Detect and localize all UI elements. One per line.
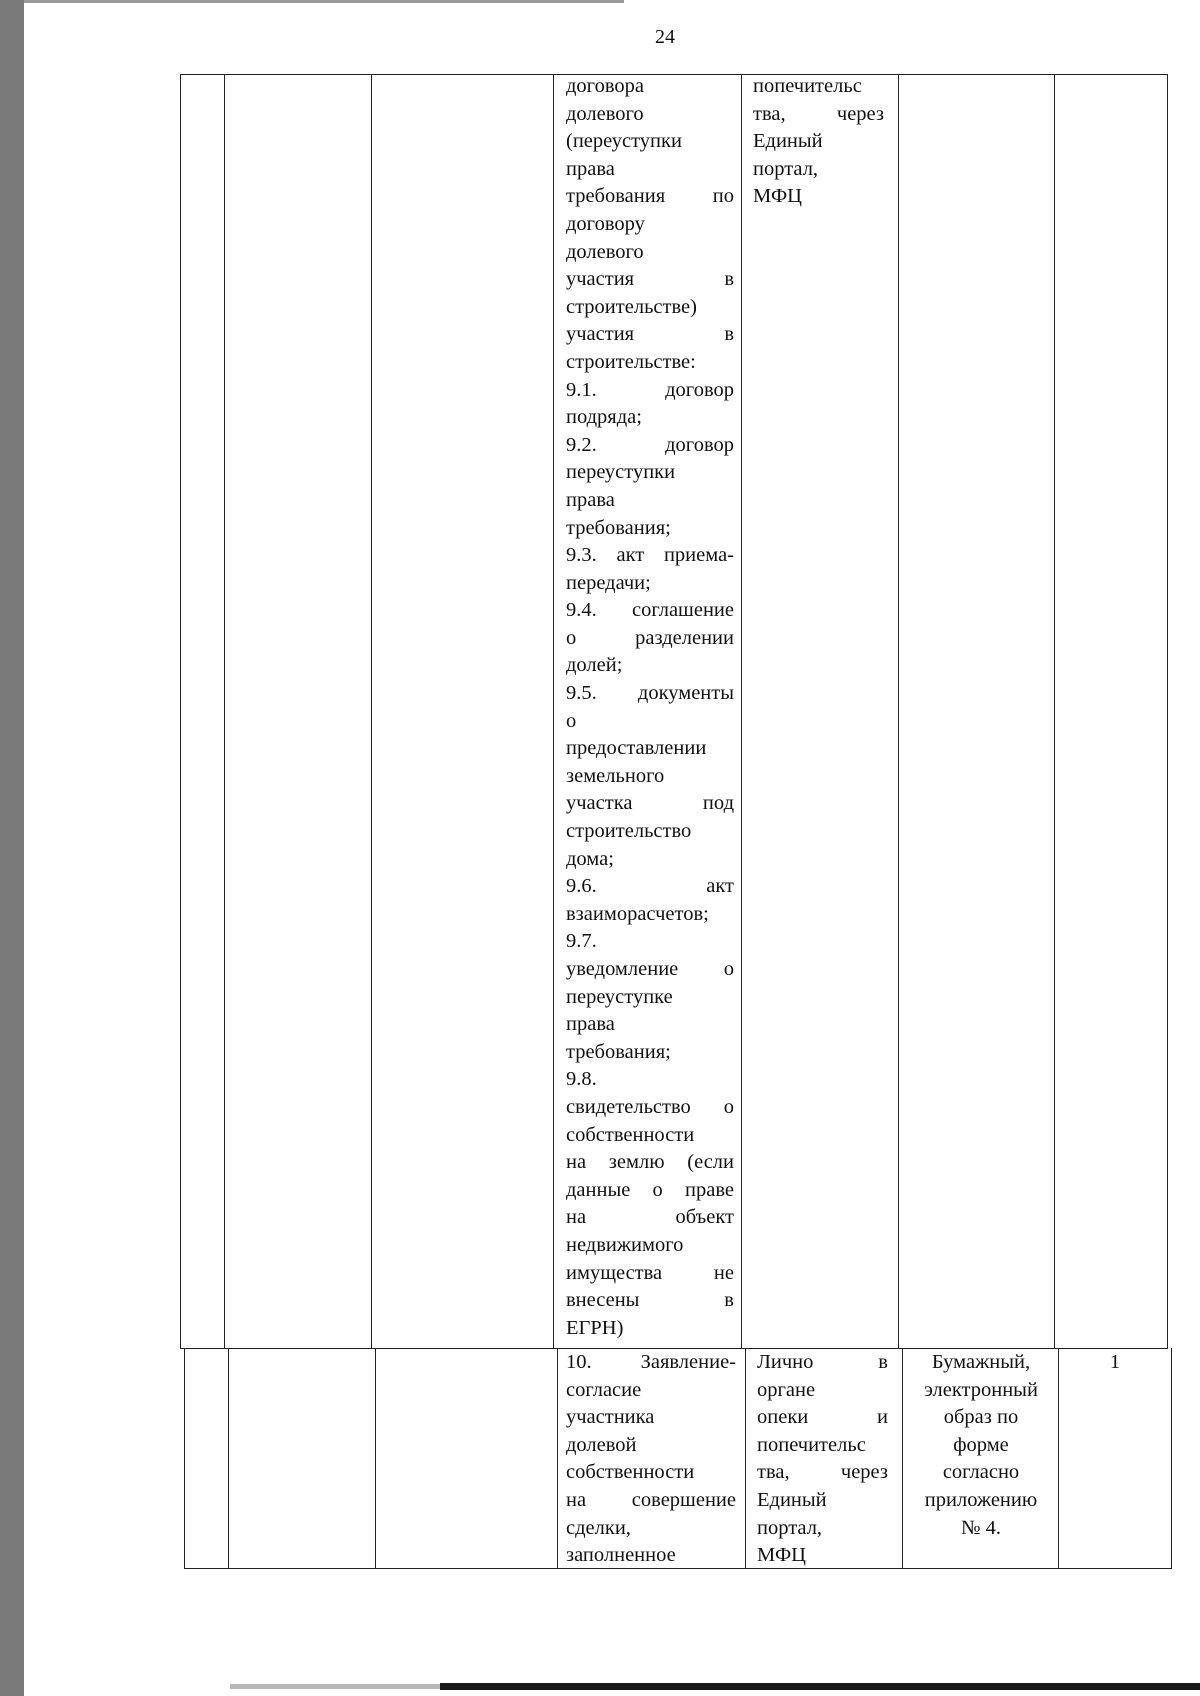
col-border-1-r2 (228, 1348, 229, 1569)
cell-document-row-10 (566, 1349, 736, 1570)
text-line: согласие (566, 1378, 642, 1401)
text-line: участия в (566, 268, 734, 291)
count-value: 1 (1109, 1351, 1121, 1373)
text-line: права (566, 1013, 615, 1036)
text-line: 9.7. (566, 930, 597, 953)
text-line: участка под (566, 792, 734, 815)
col-border-1 (224, 74, 225, 1349)
scan-left-edge (0, 0, 24, 1696)
text-line: Единый (753, 130, 823, 153)
col-border-6-r2 (1058, 1348, 1059, 1569)
text-line: долевой (566, 1433, 637, 1456)
text-line: 9.3. акт приема- (566, 544, 734, 567)
text-line: 9.4. соглашение (566, 599, 734, 622)
col-border-3 (553, 74, 554, 1349)
text-line: на совершение (566, 1488, 736, 1511)
col-border-7-r2 (1171, 1348, 1172, 1569)
text-line: требования; (566, 1040, 671, 1063)
col-border-7 (1167, 74, 1168, 1349)
text-line: опеки и (757, 1406, 888, 1429)
col-border-2 (371, 74, 372, 1349)
text-line: портал, (757, 1516, 823, 1539)
text-line: органе (757, 1378, 816, 1401)
text-line: строительстве: (566, 350, 696, 373)
scan-top-edge (24, 0, 624, 3)
page-number: 24 (655, 26, 675, 48)
text-line: сделки, (566, 1516, 631, 1539)
text-line: № 4. (960, 1516, 1002, 1539)
text-line: согласно (942, 1461, 1020, 1484)
text-line: форме (953, 1433, 1009, 1456)
text-line: недвижимого (566, 1233, 684, 1256)
text-line: участия в (566, 323, 734, 346)
text-line: подряда; (566, 406, 642, 429)
text-line: заполненное (566, 1544, 676, 1567)
text-line: взаиморасчетов; (566, 902, 709, 925)
text-line: МФЦ (757, 1544, 806, 1567)
text-line: о (566, 709, 577, 732)
scan-bottom-edge (440, 1683, 1200, 1690)
text-line: данные о праве (566, 1178, 734, 1201)
text-line: приложению (924, 1488, 1038, 1511)
col-border-6 (1054, 74, 1055, 1349)
text-line: 9.6. акт (566, 875, 734, 898)
text-line: 9.1. договор (566, 378, 734, 401)
text-line: строительстве) (566, 295, 697, 318)
text-line: предоставлении (566, 737, 707, 760)
col-border-5-r2 (902, 1348, 903, 1569)
text-line: 10. Заявление- (566, 1351, 736, 1373)
text-line: 9.8. (566, 1068, 597, 1091)
text-line: тва, через (753, 102, 884, 125)
text-line: (переуступки (566, 130, 682, 153)
cell-method-row-10 (757, 1349, 888, 1570)
text-line: договору (566, 212, 645, 235)
text-line: долевого (566, 102, 644, 125)
col-border-4-r2 (745, 1348, 746, 1569)
text-line: МФЦ (753, 185, 802, 208)
col-border-3-r2 (557, 1348, 558, 1569)
text-line: Лично в (757, 1351, 888, 1373)
cell-count-row-10 (1060, 1349, 1170, 1377)
cell-document-continued (566, 73, 734, 1342)
text-line: передачи; (566, 571, 651, 594)
cell-method-continued (753, 73, 884, 211)
text-line: требования; (566, 516, 671, 539)
col-border-0 (180, 74, 181, 1349)
text-line: электронный (924, 1378, 1038, 1401)
text-line: земельного (566, 764, 665, 787)
text-line: дома; (566, 847, 614, 870)
text-line: попечительс (757, 1433, 866, 1456)
text-line: имущества не (566, 1261, 734, 1284)
text-line: собственности (566, 1123, 695, 1146)
text-line: о разделении (566, 626, 734, 649)
text-line: на объект (566, 1206, 734, 1229)
text-line: 9.5. документы (566, 682, 734, 705)
text-line: переуступки (566, 461, 676, 484)
text-line: 9.2. договор (566, 433, 734, 456)
text-line: попечительс (753, 75, 862, 97)
scan-bottom-edge-light (230, 1684, 440, 1689)
col-border-4 (741, 74, 742, 1349)
text-line: уведомление о (566, 958, 734, 980)
text-line: права (566, 488, 615, 511)
text-line: образ по (943, 1406, 1019, 1429)
text-line: участника (566, 1406, 655, 1429)
text-line: собственности (566, 1461, 695, 1484)
cell-form-row-10 (906, 1349, 1056, 1542)
text-line: долевого (566, 240, 644, 263)
text-line: требования по (566, 185, 734, 208)
text-line: строительство (566, 820, 692, 843)
text-line: Бумажный, (931, 1351, 1031, 1373)
text-line: свидетельство о (566, 1095, 734, 1118)
text-line: тва, через (757, 1461, 888, 1484)
col-border-5 (898, 74, 899, 1349)
text-line: Единый (757, 1488, 827, 1511)
text-line: портал, (753, 157, 819, 180)
text-line: переуступке (566, 985, 673, 1008)
text-line: на землю (если (566, 1151, 734, 1174)
text-line: внесены в (566, 1289, 734, 1312)
col-border-2-r2 (375, 1348, 376, 1569)
text-line: долей; (566, 654, 623, 677)
col-border-0-r2 (184, 1348, 185, 1569)
text-line: договора (566, 75, 644, 97)
text-line: ЕГРН) (566, 1316, 624, 1339)
text-line: права (566, 157, 615, 180)
